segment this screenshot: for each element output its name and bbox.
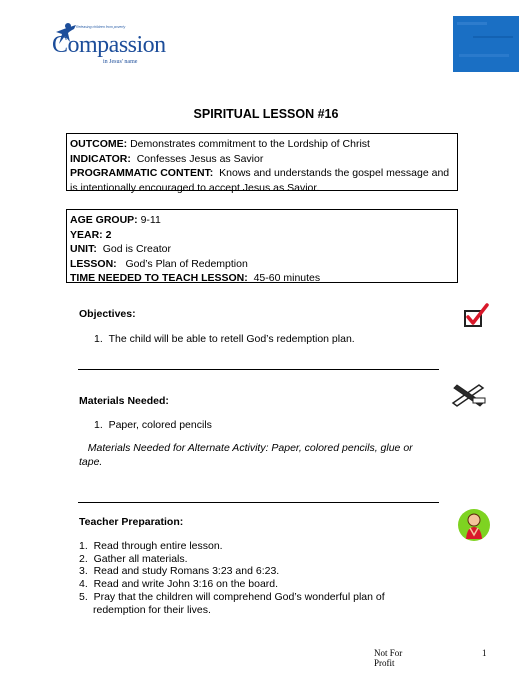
preparation-list: [79, 540, 385, 616]
prep-item-1: Read through entire lesson.: [93, 540, 223, 552]
content-value-line1: Knows and understands the gospel message and: [219, 167, 450, 179]
list-item: 5. Pray that the children will comprehend God’s wonderful plan of: [79, 590, 385, 603]
preparation-heading: Teacher Preparation:: [79, 516, 184, 528]
list-item: 2. Gather all materials.: [79, 552, 188, 565]
teacher-icon: [457, 508, 491, 542]
prep-item-2: Gather all materials.: [93, 552, 188, 565]
age-value: 9-11: [140, 214, 161, 226]
footer-label-clip: [374, 648, 424, 668]
unit-row: [70, 242, 453, 257]
age-row: [70, 213, 453, 228]
footer-label: Not For Profit: [374, 648, 403, 668]
section-divider: [78, 369, 439, 370]
pencil-ruler-icon: [451, 381, 487, 407]
outcome-row: [70, 137, 453, 152]
lesson-info-box: [66, 209, 458, 283]
outcome-box: [66, 133, 458, 194]
content-value-line2: is intentionally encouraged to accept Jesus as Savior.: [70, 181, 320, 194]
decorative-blue-box: [453, 16, 519, 72]
alternate-line2: tape.: [79, 456, 103, 468]
lesson-value: God’s Plan of Redemption: [125, 257, 248, 270]
objectives-heading: Objectives:: [79, 308, 136, 320]
time-label: TIME NEEDED TO TEACH LESSON:: [70, 272, 248, 284]
list-item: 3. Read and study Romans 3:23 and 6:23.: [79, 565, 280, 578]
material-item: [94, 419, 212, 431]
time-value: 45-60 minutes: [253, 272, 321, 284]
year-label: YEAR: 2: [70, 228, 112, 241]
logo-wordmark: Compassion: [52, 32, 166, 58]
age-label: AGE GROUP:: [70, 214, 138, 226]
lesson-label: LESSON:: [70, 257, 117, 270]
page-number: 1: [482, 648, 487, 658]
prep-item-5: Pray that the children will comprehend God’s wonderful plan of: [93, 590, 385, 603]
material-text: Paper, colored pencils: [108, 419, 212, 431]
compassion-logo: [50, 22, 170, 70]
indicator-value: Confesses Jesus as Savior: [136, 152, 264, 165]
time-row: [70, 271, 453, 286]
indicator-label: INDICATOR:: [70, 152, 131, 165]
alternate-materials: [79, 442, 413, 454]
prep-item-3: Read and study Romans 3:23 and 6:23.: [93, 565, 280, 578]
unit-label: UNIT:: [70, 243, 97, 255]
content-row-2: [70, 181, 453, 196]
objective-text: The child will be able to retell God’s redemption plan.: [108, 333, 355, 345]
year-row: [70, 228, 453, 243]
lesson-row: [70, 257, 453, 272]
objective-number: 1.: [94, 333, 109, 345]
logo-tagline: Releasing children from poverty: [76, 25, 126, 29]
content-label: PROGRAMMATIC CONTENT:: [70, 167, 214, 179]
alternate-line1: Materials Needed for Alternate Activity: Paper, colored pencils, glue or: [87, 442, 413, 454]
unit-value: God is Creator: [102, 243, 171, 255]
logo-subtitle: in Jesus' name: [103, 59, 138, 65]
objective-item: [94, 333, 355, 345]
prep-item-5-cont: redemption for their lives.: [93, 603, 211, 616]
outcome-label: OUTCOME:: [70, 138, 128, 150]
outcome-value: Demonstrates commitment to the Lordship of Christ: [130, 138, 370, 150]
content-row: [70, 166, 453, 181]
indicator-row: [70, 152, 453, 167]
material-number: 1.: [94, 419, 109, 431]
prep-item-4: Read and write John 3:16 on the board.: [93, 578, 279, 591]
page-title: SPIRITUAL LESSON #16: [193, 107, 339, 121]
section-divider: [78, 502, 439, 503]
brush-texture-icon: [453, 16, 519, 72]
materials-heading: Materials Needed:: [79, 395, 169, 407]
list-item: 4. Read and write John 3:16 on the board.: [79, 578, 279, 591]
list-item: 1. Read through entire lesson.: [79, 540, 223, 552]
checkbox-check-icon: [463, 303, 491, 329]
